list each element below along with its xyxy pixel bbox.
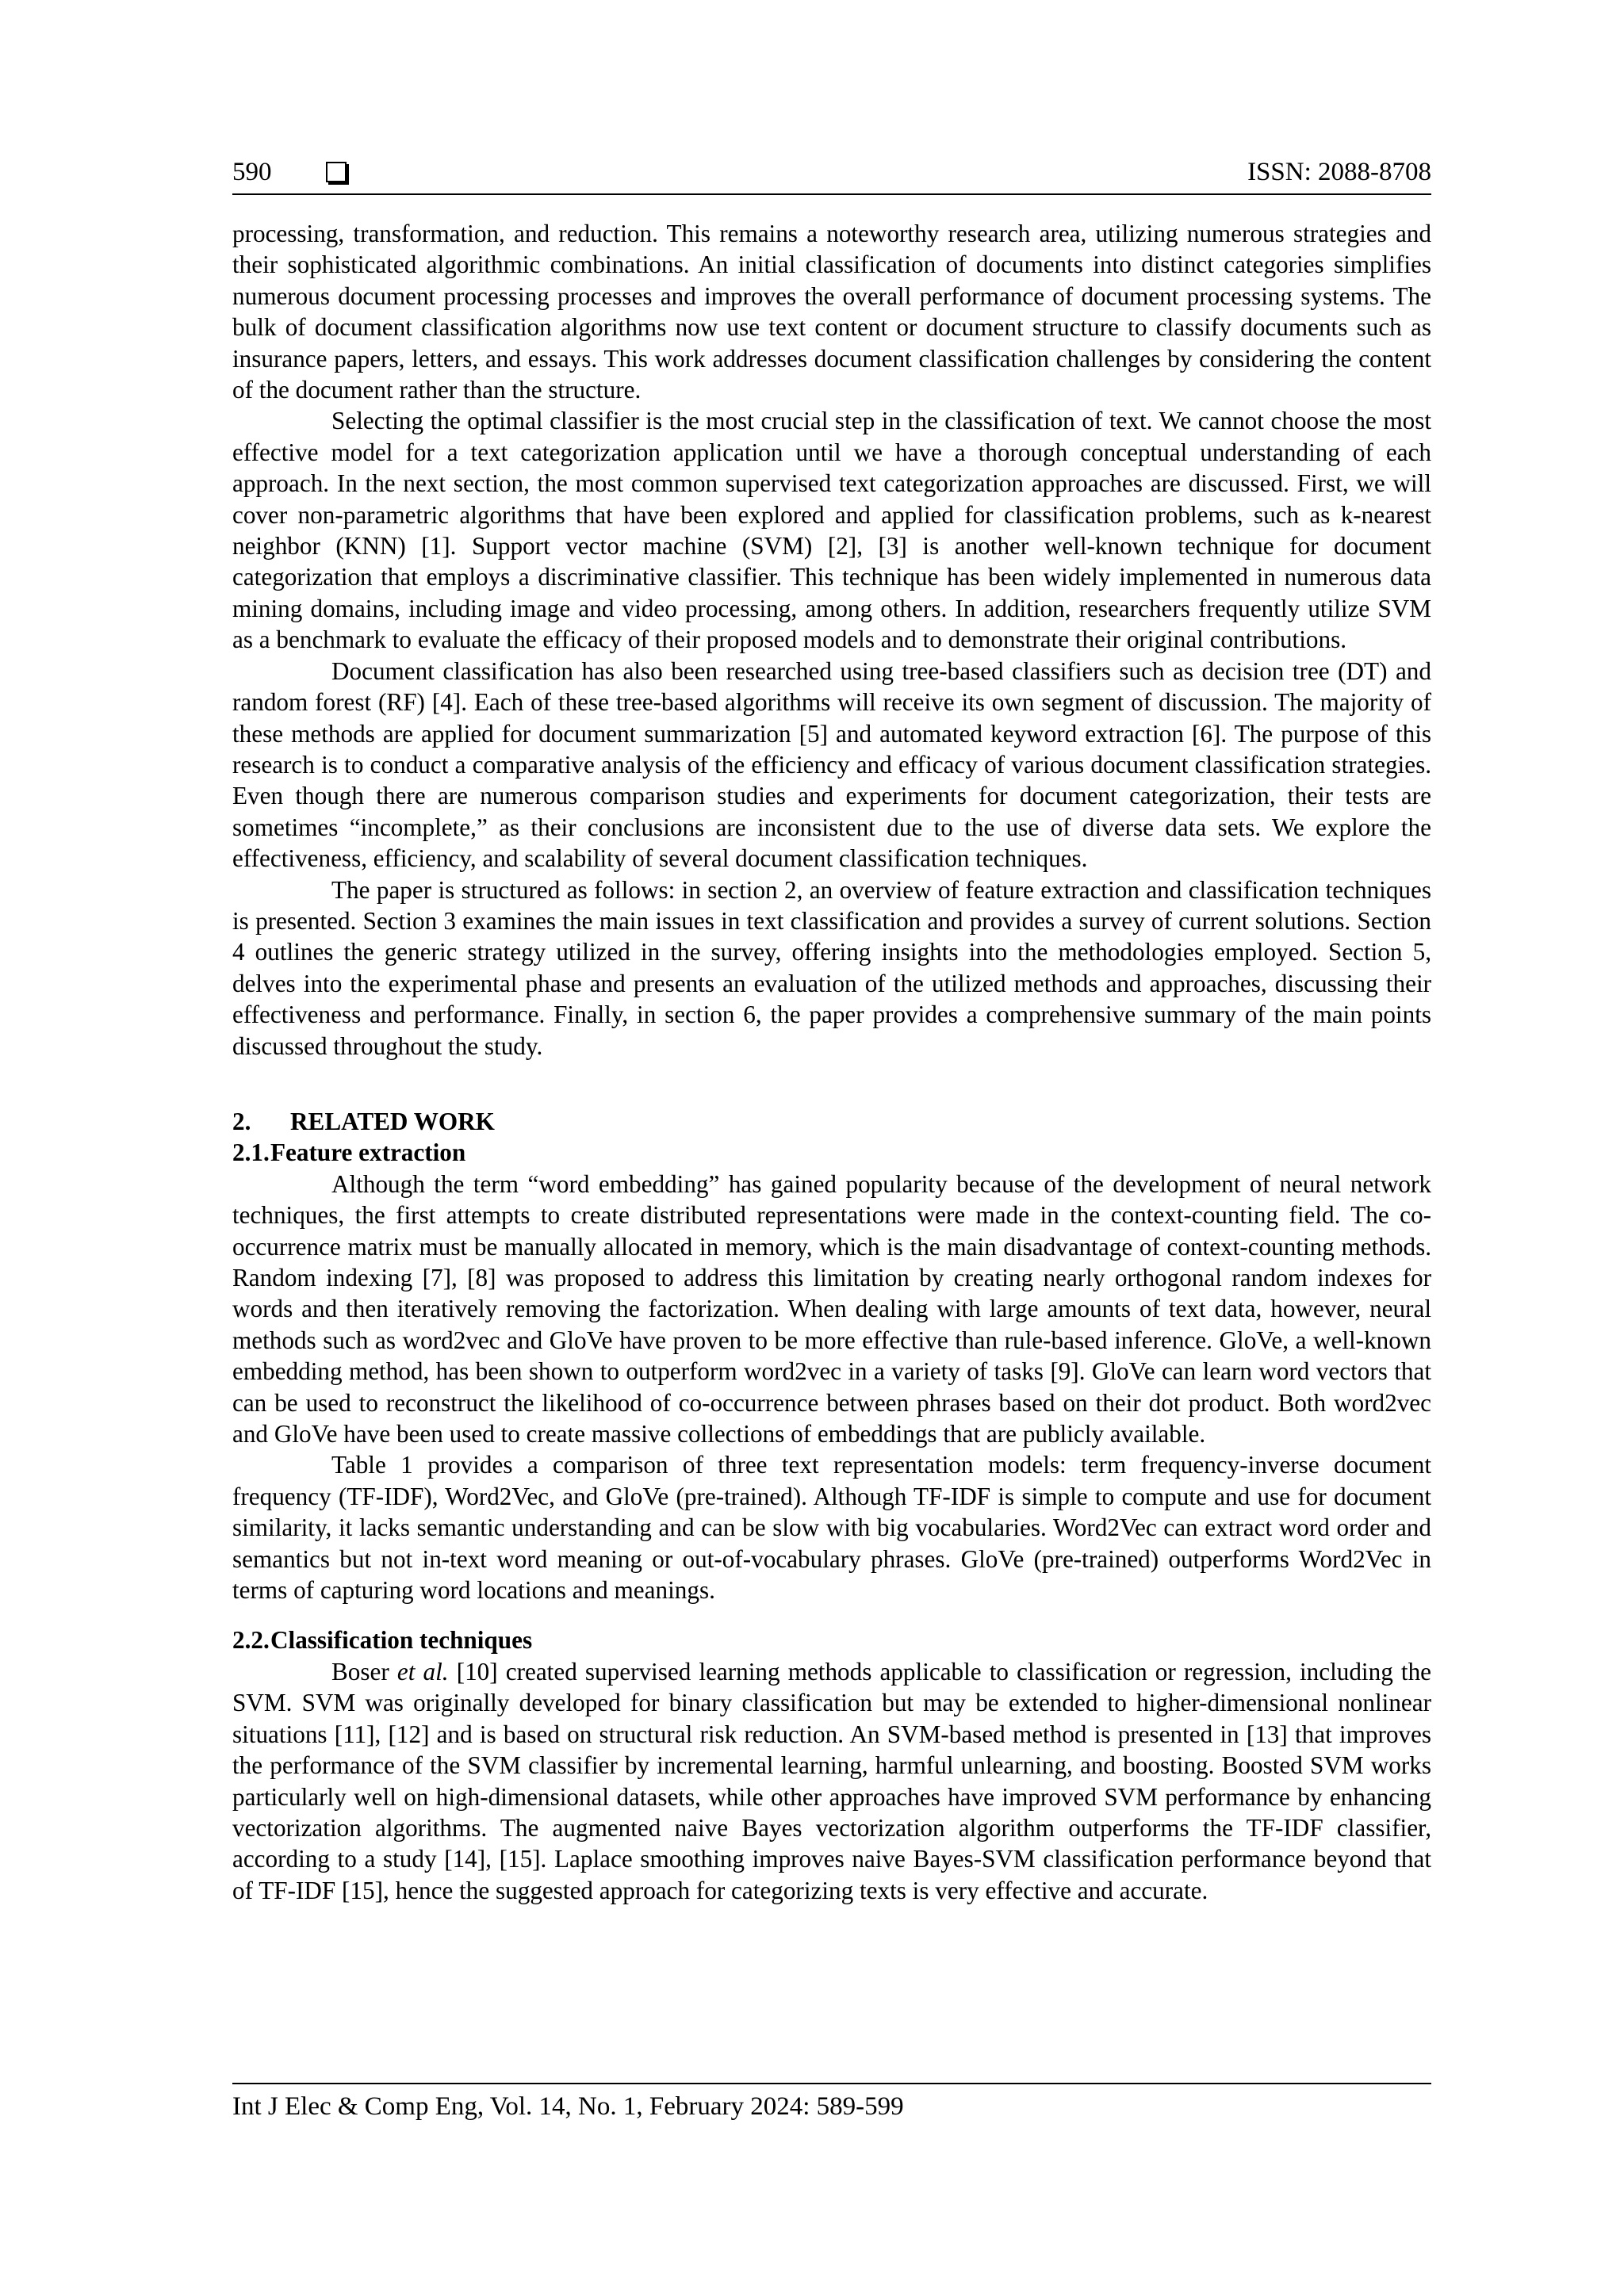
- page-header: [232, 152, 1431, 192]
- intro-paragraph-4: The paper is structured as follows: in section 2, an overview of feature extraction and classification techniques is presented. Section 3 examines the main issues in text classification and provides a survey of current solutions. Section 4 outlines the generic strategy utilized in the survey, offering insights into the methodologies employed. Section 5, delves into the experimental phase and presents an evaluation of the utilized methods and approaches, discussing their effectiveness and performance. Finally, in section 6, the paper provides a comprehensive summary of the main points discussed throughout the study.: [232, 875, 1431, 1060]
- section-title: RELATED WORK: [290, 1107, 495, 1135]
- subsection-number: 2.2.: [232, 1626, 270, 1655]
- square-box-icon: [326, 162, 347, 182]
- intro-paragraph-1: processing, transformation, and reduction. This remains a noteworthy research area, utilizing numerous strategies and their sophisticated algorithmic combinations. An initial classification of documents into distinct categories simplifies numerous document processing processes and improves the overall performance of document processing systems. The bulk of document classification algorithms now use text content or document structure to classify documents such as insurance papers, letters, and essays. This work addresses document classification challenges by considering the content of the document rather than the structure.: [232, 220, 1431, 404]
- feature-extraction-paragraph-1: Although the term “word embedding” has gained popularity because of the development of neural network techniques, the first attempts to create distributed representations were made in the context-counting field. The co-occurrence matrix must be manually allocated in memory, which is the main disadvantage of context-counting methods. Random indexing [7], [8] was proposed to address this limitation by creating nearly orthogonal random indexes for words and then iteratively removing the factorization. When dealing with large amounts of text data, however, neural methods such as word2vec and GloVe have proven to be more effective than rule-based inference. GloVe, a well-known embedding method, has been shown to outperform word2vec in a variety of tasks [9]. GloVe can learn word vectors that can be used to reconstruct the likelihood of co-occurrence between phrases based on their dot product. Both word2vec and GloVe have been used to create massive collections of embeddings that are publicly available.: [232, 1169, 1431, 1448]
- page-body: [232, 218, 1431, 1906]
- subsection-title: Classification techniques: [270, 1626, 533, 1655]
- issn-label: ISSN: 2088-8708: [1247, 158, 1431, 186]
- et-al: et al.: [396, 1657, 449, 1686]
- classification-techniques-paragraph-1: [232, 1656, 1431, 1906]
- feature-extraction-paragraph-2: Table 1 provides a comparison of three text representation models: term frequency-inverse document frequency (TF-IDF), Word2Vec, and GloVe (pre-trained). Although TF-IDF is simple to compute and use for document similarity, it lacks semantic understanding and can be slow with big vocabularies. Word2Vec can extract word order and semantics but not in-text word meaning or out-of-vocabulary phrases. GloVe (pre-trained) outperforms Word2Vec in terms of capturing word locations and meanings.: [232, 1451, 1431, 1605]
- section-number: 2.: [232, 1107, 251, 1135]
- subsection-number: 2.1.: [232, 1138, 270, 1167]
- page-number: 590: [232, 158, 272, 186]
- intro-paragraph-3: Document classification has also been researched using tree-based classifiers such as decision tree (DT) and random forest (RF) [4]. Each of these tree-based algorithms will receive its own segment of discussion. The majority of these methods are applied for document summarization [5] and automated keyword extraction [6]. The purpose of this research is to conduct a comparative analysis of the efficiency and efficacy of various document classification strategies. Even though there are numerous comparison studies and experiments for document categorization, their tests are sometimes “incomplete,” as their conclusions are inconsistent due to the use of diverse data sets. We explore the effectiveness, efficiency, and scalability of several document classification techniques.: [232, 656, 1431, 873]
- journal-citation: Int J Elec & Comp Eng, Vol. 14, No. 1, February 2024: 589-599: [232, 2092, 904, 2121]
- footer-rule: [232, 2083, 1431, 2084]
- header-rule: [232, 193, 1431, 195]
- section-heading-related-work: [232, 1106, 1431, 1137]
- paragraph-text: [10] created supervised learning methods applicable to classification or regression, including the SVM. SVM was originally developed for binary classification but may be extended to higher-dimensional nonlinear situations [11], [12] and is based on structural risk reduction. An SVM-based method is presented in [13] that improves the performance of the SVM classifier by incremental learning, harmful unlearning, and boosting. Boosted SVM works particularly well on high-dimensional datasets, while other approaches have improved SVM performance by enhancing vectorization algorithms. The augmented naive Bayes vectorization algorithm outperforms the TF-IDF classifier, according to a study [14], [15]. Laplace smoothing improves naive Bayes-SVM classification performance beyond that of TF-IDF [15], hence the suggested approach for categorizing texts is very effective and accurate.: [232, 1657, 1432, 1904]
- subsection-title: Feature extraction: [270, 1138, 466, 1167]
- author-name: Boser: [331, 1657, 389, 1686]
- intro-paragraph-2: Selecting the optimal classifier is the most crucial step in the classification of text. We cannot choose the most effective model for a text categorization application until we have a thorough conceptual understanding of each approach. In the next section, the most common supervised text categorization approaches are discussed. First, we will cover non-parametric algorithms that have been explored and applied for classification problems, such as k-nearest neighbor (KNN) [1]. Support vector machine (SVM) [2], [3] is another well-known technique for document categorization that employs a discriminative classifier. This technique has been widely implemented in numerous data mining domains, including image and video processing, among others. In addition, researchers frequently utilize SVM as a benchmark to evaluate the efficacy of their proposed models and to demonstrate their original contributions.: [232, 407, 1431, 654]
- subsection-heading-feature-extraction: [232, 1137, 1431, 1168]
- subsection-heading-classification-techniques: [232, 1624, 1431, 1655]
